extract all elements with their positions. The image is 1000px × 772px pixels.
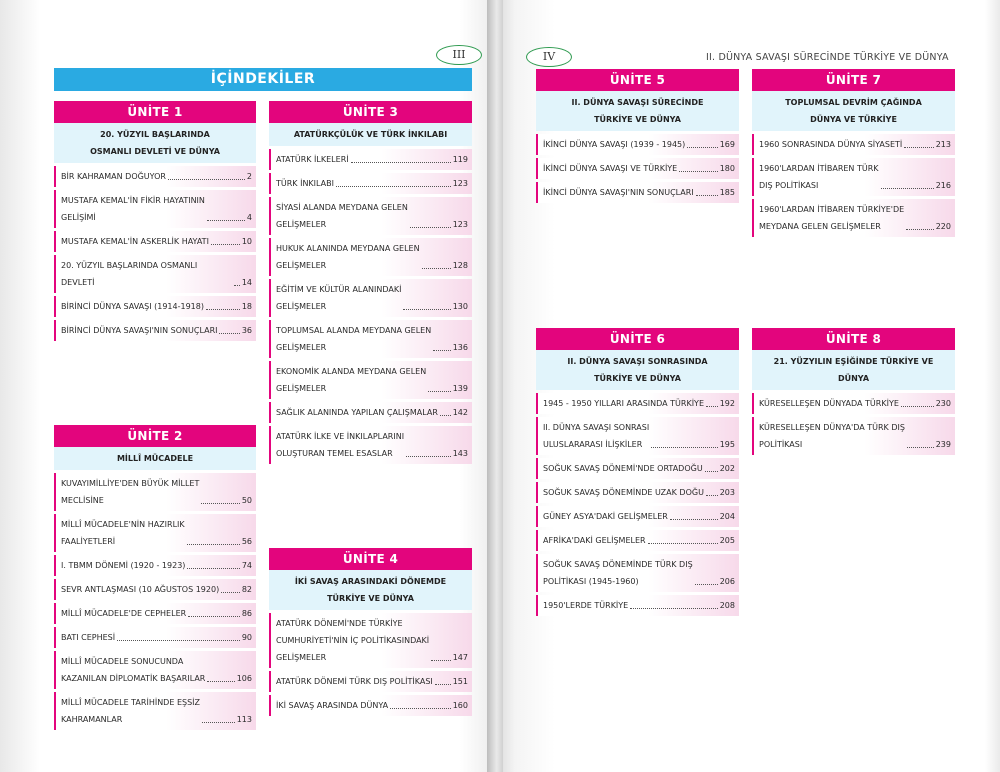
dot-leader [234, 285, 240, 286]
contents-title: İÇİNDEKİLER [54, 68, 472, 91]
entry-page-number: 203 [719, 488, 735, 497]
entry-page-number: 169 [719, 140, 735, 149]
entry-page-number: 206 [719, 577, 735, 586]
entry-page-number: 213 [935, 140, 951, 149]
contents-entry[interactable] [536, 554, 739, 592]
entry-title: 1960'LARDAN İTİBAREN TÜRKİYE'DE MEYDANA GELEN GELİŞMELER [759, 205, 905, 231]
dot-leader [219, 333, 239, 334]
entry-title: SOĞUK SAVAŞ DÖNEMİ'NDE ORTADOĞU [543, 464, 703, 473]
entry-page-number: 143 [452, 449, 468, 458]
entry-page-number: 204 [719, 512, 735, 521]
dot-leader [211, 244, 240, 245]
contents-entry[interactable] [536, 458, 739, 479]
dot-leader [906, 229, 934, 230]
contents-entry[interactable] [54, 514, 256, 552]
unit-heading: ÜNİTE 8 [752, 328, 955, 350]
entry-title: ATATÜRK DÖNEMİ TÜRK DIŞ POLİTİKASI [276, 677, 433, 686]
entry-title: KUVAYIMİLLİYE'DEN BÜYÜK MİLLET MECLİSİNE [61, 479, 200, 505]
unit-subtitle: II. DÜNYA SAVAŞI SÜRECİNDE TÜRKİYE VE DÜNYA [536, 91, 739, 131]
unit-2-block [54, 425, 256, 730]
entry-title: 1960'LARDAN İTİBAREN TÜRK DIŞ POLİTİKASI [759, 164, 879, 190]
entry-title: SEVR ANTLAŞMASI (10 AĞUSTOS 1920) [61, 585, 220, 594]
entry-page-number: 142 [452, 408, 468, 417]
contents-entry[interactable] [269, 173, 472, 194]
dot-leader [651, 447, 718, 448]
contents-list [269, 149, 472, 464]
contents-entry[interactable] [269, 613, 472, 668]
entry-page-number: 220 [935, 222, 951, 231]
entry-page-number: 216 [935, 181, 951, 190]
entry-title: BİRİNCİ DÜNYA SAVAŞI (1914-1918) [61, 302, 204, 311]
contents-entry[interactable] [54, 320, 256, 341]
unit-heading: ÜNİTE 3 [269, 101, 472, 123]
entry-title: BİRİNCİ DÜNYA SAVAŞI'NIN SONUÇLARI [61, 326, 218, 335]
unit-heading: ÜNİTE 1 [54, 101, 256, 123]
dot-leader [221, 592, 240, 593]
entry-page-number: 147 [452, 653, 468, 662]
dot-leader [901, 406, 934, 407]
entry-title: BATI CEPHESİ [61, 633, 116, 642]
entry-title: KÜRESELLEŞEN DÜNYADA TÜRKİYE [759, 399, 899, 408]
contents-entry[interactable] [536, 595, 739, 616]
contents-entry[interactable] [269, 695, 472, 716]
entry-title: İKİNCİ DÜNYA SAVAŞI VE TÜRKİYE [543, 164, 678, 173]
contents-entry[interactable] [536, 530, 739, 551]
entry-title: II. DÜNYA SAVAŞI SONRASI ULUSLARARASI İLİŞKİLER [543, 423, 650, 449]
contents-entry[interactable] [536, 482, 739, 503]
entry-title: TOPLUMSAL ALANDA MEYDANA GELEN GELİŞMELER [276, 326, 432, 352]
dot-leader [630, 608, 717, 609]
entry-title: 1945 - 1950 YILLARI ARASINDA TÜRKİYE [543, 399, 704, 408]
dot-leader [207, 220, 245, 221]
dot-leader [433, 350, 451, 351]
contents-entry[interactable] [536, 182, 739, 203]
contents-entry[interactable] [269, 426, 472, 464]
contents-entry[interactable] [54, 296, 256, 317]
contents-entry[interactable] [752, 417, 955, 455]
unit-heading: ÜNİTE 4 [269, 548, 472, 570]
book-spine [487, 0, 503, 772]
dot-leader [670, 519, 718, 520]
contents-list [536, 134, 739, 203]
dot-leader [202, 722, 235, 723]
contents-entry[interactable] [269, 279, 472, 317]
entry-title: İKİNCİ DÜNYA SAVAŞI (1939 - 1945) [543, 140, 686, 149]
entry-title: MİLLÎ MÜCADELE TARİHİNDE EŞSİZ KAHRAMANLAR [61, 698, 200, 724]
unit-subtitle: II. DÜNYA SAVAŞI SONRASINDA TÜRKİYE VE DÜNYA [536, 350, 739, 390]
entry-page-number: 195 [719, 440, 735, 449]
entry-title: 1950'LERDE TÜRKİYE [543, 601, 629, 610]
dot-leader [403, 309, 450, 310]
entry-page-number: 36 [241, 326, 252, 335]
entry-title: SAĞLIK ALANINDA YAPILAN ÇALIŞMALAR [276, 408, 438, 417]
dot-leader [435, 684, 451, 685]
contents-entry[interactable] [269, 402, 472, 423]
contents-list [54, 473, 256, 730]
contents-entry[interactable] [752, 393, 955, 414]
entry-page-number: 160 [452, 701, 468, 710]
dot-leader [907, 447, 934, 448]
contents-entry[interactable] [269, 361, 472, 399]
dot-leader [117, 640, 240, 641]
dot-leader [695, 584, 718, 585]
entry-page-number: 130 [452, 302, 468, 311]
dot-leader [706, 406, 718, 407]
dot-leader [706, 495, 718, 496]
contents-entry[interactable] [536, 393, 739, 414]
contents-entry[interactable] [752, 134, 955, 155]
contents-list [752, 393, 955, 455]
contents-entry[interactable] [54, 651, 256, 689]
entry-title: İKİ SAVAŞ ARASINDA DÜNYA [276, 701, 389, 710]
contents-entry[interactable] [54, 231, 256, 252]
unit-1-block [54, 101, 256, 341]
dot-leader [206, 309, 240, 310]
entry-title: SOĞUK SAVAŞ DÖNEMİNDE UZAK DOĞU [543, 488, 704, 497]
dot-leader [187, 568, 239, 569]
unit-subtitle: ATATÜRKÇÜLÜK VE TÜRK İNKILABI [269, 123, 472, 146]
entry-title: AFRİKA'DAKİ GELİŞMELER [543, 536, 646, 545]
unit-subtitle: 21. YÜZYILIN EŞİĞİNDE TÜRKİYE VE DÜNYA [752, 350, 955, 390]
entry-page-number: 151 [452, 677, 468, 686]
unit-3-block [269, 101, 472, 464]
dot-leader [881, 188, 934, 189]
unit-subtitle: MİLLÎ MÜCADELE [54, 447, 256, 470]
contents-list [752, 134, 955, 237]
dot-leader [410, 227, 451, 228]
dot-leader [406, 456, 451, 457]
entry-page-number: 192 [719, 399, 735, 408]
right-page-number: IV [526, 47, 572, 67]
entry-page-number: 230 [935, 399, 951, 408]
dot-leader [705, 471, 718, 472]
contents-entry[interactable] [536, 134, 739, 155]
entry-page-number: 136 [452, 343, 468, 352]
entry-page-number: 74 [241, 561, 252, 570]
entry-title: I. TBMM DÖNEMİ (1920 - 1923) [61, 561, 186, 570]
entry-page-number: 113 [236, 715, 252, 724]
contents-entry[interactable] [536, 158, 739, 179]
dot-leader [428, 391, 451, 392]
entry-title: 1960 SONRASINDA DÜNYA SİYASETİ [759, 140, 903, 149]
entry-page-number: 205 [719, 536, 735, 545]
entry-title: MİLLÎ MÜCADELE'NİN HAZIRLIK FAALİYETLERİ [61, 520, 185, 546]
entry-page-number: 180 [719, 164, 735, 173]
entry-page-number: 18 [241, 302, 252, 311]
unit-heading: ÜNİTE 2 [54, 425, 256, 447]
contents-entry[interactable] [752, 199, 955, 237]
entry-page-number: 2 [246, 172, 252, 181]
entry-title: ATATÜRK DÖNEMİ'NDE TÜRKİYE CUMHURİYETİ'NİN İÇ POLİTİKASINDAKİ GELİŞMELER [276, 619, 430, 662]
contents-list [536, 393, 739, 616]
entry-page-number: 139 [452, 384, 468, 393]
dot-leader [431, 660, 451, 661]
dot-leader [687, 147, 717, 148]
entry-page-number: 4 [246, 213, 252, 222]
unit-7-block [752, 69, 955, 237]
contents-entry[interactable] [54, 627, 256, 648]
dot-leader [207, 681, 234, 682]
entry-title: TÜRK İNKILABI [276, 179, 334, 188]
contents-entry[interactable] [54, 190, 256, 228]
dot-leader [422, 268, 451, 269]
contents-entry[interactable] [269, 671, 472, 692]
contents-entry[interactable] [536, 506, 739, 527]
entry-title: MİLLÎ MÜCADELE SONUCUNDA KAZANILAN DİPLOMATİK BAŞARILAR [61, 657, 206, 683]
entry-title: KÜRESELLEŞEN DÜNYA'DA TÜRK DIŞ POLİTİKASI [759, 423, 905, 449]
entry-page-number: 119 [452, 155, 468, 164]
dot-leader [696, 195, 718, 196]
entry-page-number: 123 [452, 220, 468, 229]
entry-page-number: 128 [452, 261, 468, 270]
entry-page-number: 56 [241, 537, 252, 546]
entry-title: MUSTAFA KEMAL'İN ASKERLİK HAYATI [61, 237, 209, 246]
unit-subtitle: 20. YÜZYIL BAŞLARINDA OSMANLI DEVLETİ VE DÜNYA [54, 123, 256, 163]
entry-page-number: 106 [236, 674, 252, 683]
entry-title: HUKUK ALANINDA MEYDANA GELEN GELİŞMELER [276, 244, 420, 270]
entry-page-number: 82 [241, 585, 252, 594]
contents-entry[interactable] [536, 417, 739, 455]
entry-title: EĞİTİM VE KÜLTÜR ALANINDAKİ GELİŞMELER [276, 285, 402, 311]
contents-entry[interactable] [269, 197, 472, 235]
entry-page-number: 90 [241, 633, 252, 642]
entry-title: SİYASİ ALANDA MEYDANA GELEN GELİŞMELER [276, 203, 408, 229]
contents-entry[interactable] [54, 579, 256, 600]
contents-entry[interactable] [269, 238, 472, 276]
unit-heading: ÜNİTE 6 [536, 328, 739, 350]
entry-title: EKONOMİK ALANDA MEYDANA GELEN GELİŞMELER [276, 367, 427, 393]
entry-title: ATATÜRK İLKELERİ [276, 155, 349, 164]
unit-8-block [752, 328, 955, 455]
entry-title: SOĞUK SAVAŞ DÖNEMİNDE TÜRK DIŞ POLİTİKASI (1945-1960) [543, 560, 693, 586]
entry-page-number: 185 [719, 188, 735, 197]
entry-page-number: 10 [241, 237, 252, 246]
dot-leader [188, 616, 240, 617]
entry-title: İKİNCİ DÜNYA SAVAŞI'NIN SONUÇLARI [543, 188, 694, 197]
unit-5-block [536, 69, 739, 203]
entry-page-number: 202 [719, 464, 735, 473]
dot-leader [440, 415, 451, 416]
contents-list [54, 166, 256, 341]
contents-entry[interactable] [54, 603, 256, 624]
left-page-number: III [436, 45, 482, 65]
entry-page-number: 14 [241, 278, 252, 287]
dot-leader [201, 503, 239, 504]
entry-title: GÜNEY ASYA'DAKİ GELİŞMELER [543, 512, 668, 521]
dot-leader [648, 543, 718, 544]
unit-4-block [269, 548, 472, 716]
dot-leader [168, 179, 245, 180]
contents-entry[interactable] [54, 255, 256, 293]
entry-page-number: 50 [241, 496, 252, 505]
contents-entry[interactable] [54, 166, 256, 187]
dot-leader [904, 147, 933, 148]
contents-list [269, 613, 472, 716]
dot-leader [679, 171, 717, 172]
contents-entry[interactable] [54, 555, 256, 576]
unit-6-block [536, 328, 739, 616]
dot-leader [336, 186, 451, 187]
unit-subtitle: TOPLUMSAL DEVRİM ÇAĞINDA DÜNYA VE TÜRKİYE [752, 91, 955, 131]
unit-heading: ÜNİTE 5 [536, 69, 739, 91]
running-head: II. DÜNYA SAVAŞI SÜRECİNDE TÜRKİYE VE DÜNYA [706, 52, 949, 63]
entry-page-number: 208 [719, 601, 735, 610]
contents-entry[interactable] [269, 149, 472, 170]
entry-page-number: 123 [452, 179, 468, 188]
entry-title: MİLLÎ MÜCADELE'DE CEPHELER [61, 609, 187, 618]
contents-entry[interactable] [269, 320, 472, 358]
entry-page-number: 86 [241, 609, 252, 618]
unit-heading: ÜNİTE 7 [752, 69, 955, 91]
entry-page-number: 239 [935, 440, 951, 449]
unit-subtitle: İKİ SAVAŞ ARASINDAKİ DÖNEMDE TÜRKİYE VE DÜNYA [269, 570, 472, 610]
contents-entry[interactable] [752, 158, 955, 196]
contents-entry[interactable] [54, 692, 256, 730]
dot-leader [351, 162, 451, 163]
contents-entry[interactable] [54, 473, 256, 511]
dot-leader [390, 708, 451, 709]
dot-leader [187, 544, 240, 545]
entry-title: MUSTAFA KEMAL'İN FİKİR HAYATININ GELİŞİMİ [61, 196, 205, 222]
entry-title: 20. YÜZYIL BAŞLARINDA OSMANLI DEVLETİ [61, 261, 198, 287]
entry-title: BİR KAHRAMAN DOĞUYOR [61, 172, 166, 181]
entry-title: ATATÜRK İLKE VE İNKILAPLARINI OLUŞTURAN TEMEL ESASLAR [276, 432, 405, 458]
